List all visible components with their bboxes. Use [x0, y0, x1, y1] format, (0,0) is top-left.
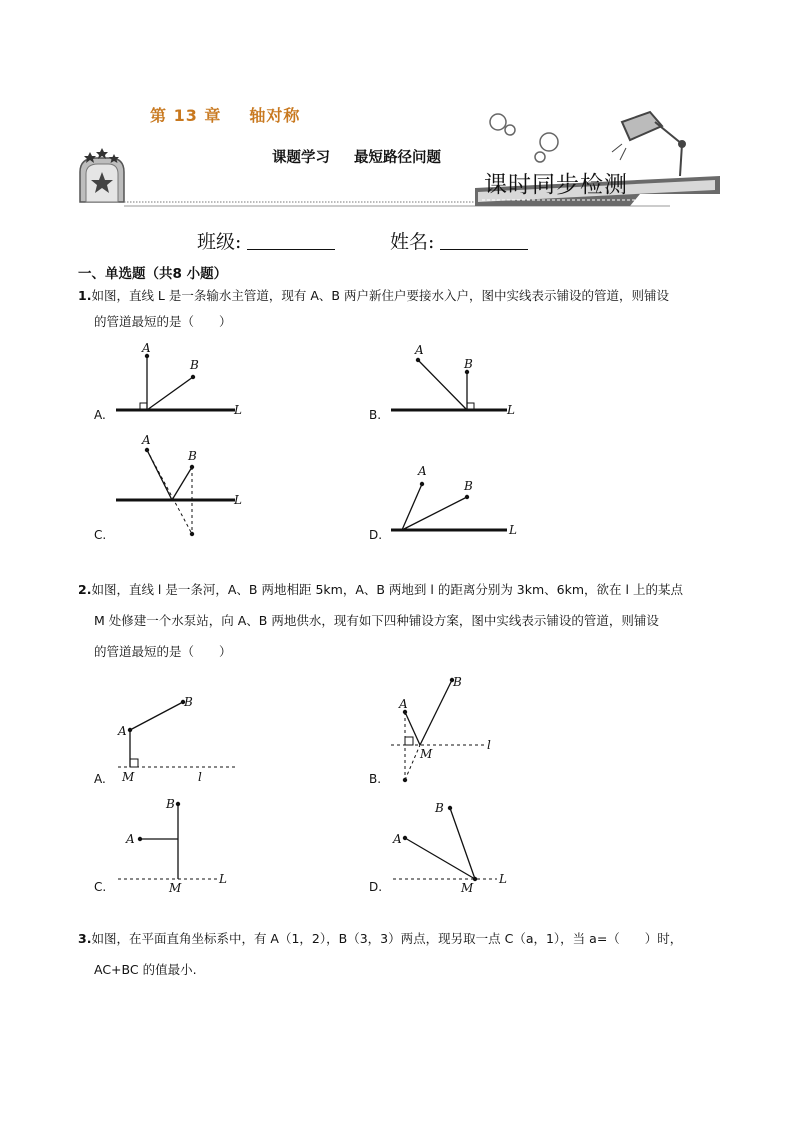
- q1-figure-b: [385, 340, 545, 425]
- class-label: 班级:: [197, 231, 242, 253]
- q2-option-c[interactable]: C.: [94, 880, 107, 894]
- q2-figure-a: [110, 690, 270, 785]
- bubble-icon: [490, 114, 558, 162]
- question-text-line: 如图，在平面直角坐标系中，有 A（1，2），B（3，3）两点，现另取一点 C（a，1），当 a=（ ）时，: [91, 931, 683, 946]
- label-L: L: [234, 403, 242, 417]
- q2-option-b[interactable]: B.: [369, 772, 382, 786]
- label-M: M: [461, 881, 474, 895]
- q2-option-d[interactable]: D.: [369, 880, 383, 894]
- q2-figure-c: [110, 790, 270, 900]
- star-badge-icon: [80, 148, 124, 202]
- label-A: A: [418, 464, 427, 478]
- label-L: L: [509, 523, 517, 537]
- label-B: B: [435, 801, 444, 815]
- banner-title: 课时同步检测: [484, 172, 628, 198]
- name-input-line[interactable]: [440, 231, 528, 250]
- section-title: 一、单选题（共8 小题）: [78, 266, 228, 282]
- label-B: B: [464, 479, 473, 493]
- label-M: M: [420, 747, 433, 761]
- question-number: 2.: [78, 582, 92, 597]
- question-text-line: 的管道最短的是（ ）: [94, 314, 232, 329]
- label-B: B: [464, 357, 473, 371]
- label-A: A: [399, 697, 408, 711]
- q1-option-d[interactable]: D.: [369, 528, 383, 542]
- question-text-line: M 处修建一个水泵站，向 A、B 两地供水，现有如下四种铺设方案，图中实线表示铺设的管道，则铺设: [94, 613, 659, 628]
- label-A: A: [126, 832, 135, 846]
- q1-option-a[interactable]: A.: [94, 408, 106, 422]
- lesson-label: 课题学习: [272, 150, 330, 166]
- question-number: 3.: [78, 931, 92, 946]
- name-label: 姓名:: [390, 231, 435, 253]
- q2-option-a[interactable]: A.: [94, 772, 106, 786]
- label-A: A: [118, 724, 127, 738]
- q1-figure-a: [110, 340, 270, 425]
- label-l: l: [198, 770, 202, 784]
- label-B: B: [453, 675, 462, 689]
- chapter-number: 第 13 章: [150, 106, 222, 125]
- question-1: [78, 286, 728, 332]
- label-A: A: [393, 832, 402, 846]
- question-text-line: 的管道最短的是（ ）: [94, 644, 232, 659]
- q1-figure-c: [110, 430, 270, 545]
- question-3: [78, 929, 728, 980]
- q2-figure-d: [385, 795, 545, 900]
- question-text-line: 如图，直线 l 是一条河，A、B 两地相距 5km，A、B 两地到 l 的距离分别为 3km、6km，欲在 l 上的某点: [91, 582, 683, 597]
- lesson-title: 最短路径问题: [354, 150, 441, 166]
- class-field: [197, 227, 335, 254]
- question-number: 1.: [78, 288, 92, 303]
- label-B: B: [184, 695, 193, 709]
- label-L: L: [219, 872, 227, 886]
- label-M: M: [122, 770, 135, 784]
- label-B: B: [190, 358, 199, 372]
- question-text-line: 如图，直线 L 是一条输水主管道，现有 A、B 两户新住户要接水入户，图中实线表示铺设的管道，则铺设: [91, 288, 669, 303]
- name-field: [390, 227, 528, 254]
- label-L: L: [499, 872, 507, 886]
- label-l: l: [487, 738, 491, 752]
- label-B: B: [166, 797, 175, 811]
- label-B: B: [188, 449, 197, 463]
- label-M: M: [169, 881, 182, 895]
- label-A: A: [142, 433, 151, 447]
- label-L: L: [507, 403, 515, 417]
- label-A: A: [142, 341, 151, 355]
- chapter-title: 轴对称: [249, 106, 301, 125]
- q1-option-c[interactable]: C.: [94, 528, 107, 542]
- question-2: [78, 580, 728, 662]
- question-text-line: AC+BC 的值最小.: [94, 962, 197, 977]
- label-L: L: [234, 493, 242, 507]
- q1-option-b[interactable]: B.: [369, 408, 382, 422]
- class-input-line[interactable]: [247, 231, 335, 250]
- q1-figure-d: [385, 455, 545, 545]
- lesson-heading: [272, 146, 441, 167]
- q2-figure-b: [385, 672, 545, 787]
- label-A: A: [415, 343, 424, 357]
